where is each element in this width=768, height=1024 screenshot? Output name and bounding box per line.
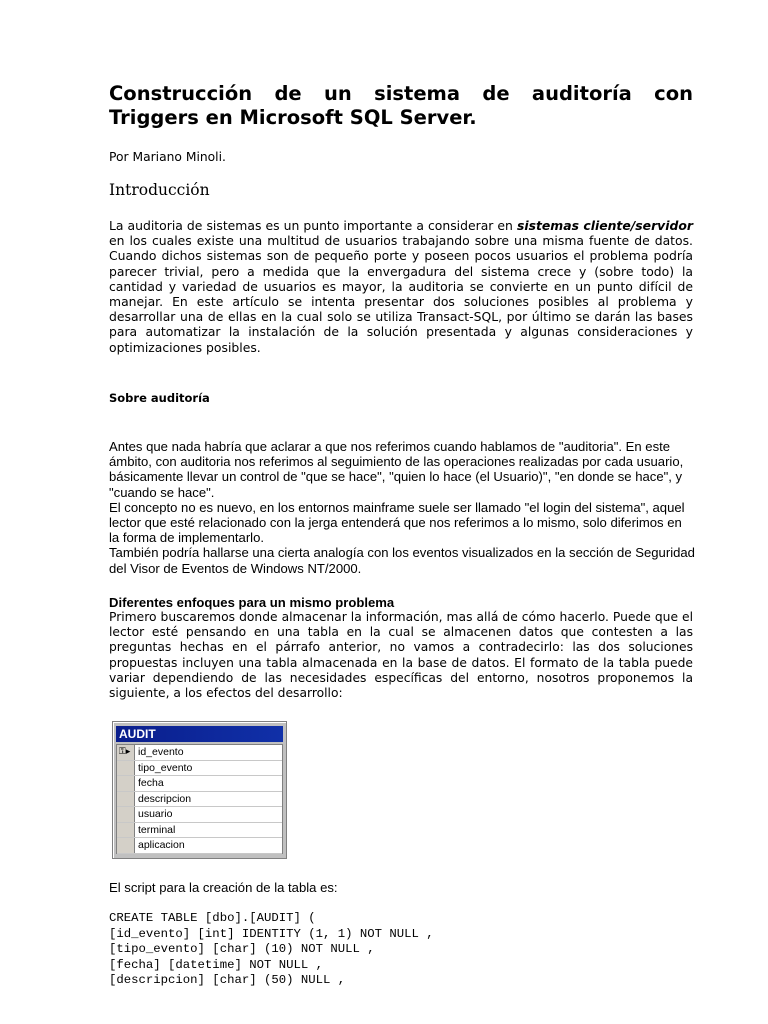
column-row: [117, 807, 282, 823]
column-row: [117, 745, 282, 761]
sobre-line-2: El concepto no es nuevo, en los entornos mainframe suele ser llamado "el login del sistema", aquel lector que esté relacionado con la jerga entenderá que nos referimos a lo mismo, solo diferimos en la forma de implementarlo.: [109, 499, 685, 546]
intro-text-1: La auditoria de sistemas es un punto importante a considerar en: [109, 218, 517, 233]
document-title: Construcción de un sistema de auditoría con Triggers en Microsoft SQL Server.: [109, 82, 693, 129]
enfoques-heading: Diferentes enfoques para un mismo problema: [109, 595, 395, 610]
column-row: [117, 838, 282, 854]
column-row: [117, 792, 282, 808]
sobre-line-1: Antes que nada habría que aclarar a que nos referimos cuando hablamos de "auditoria". En este ámbito, con auditoria nos referimos al seguimiento de las operaciones realizadas por cada usuario, básicamente llevar un control de "que se hace", "quien lo hace (el Usuario)", "en donde se hace", y "cuando se hace".: [109, 439, 684, 500]
author-line: Por Mariano Minoli.: [109, 150, 226, 164]
row-selector: [117, 838, 135, 853]
code-line: [descripcion] [char] (50) NULL ,: [109, 973, 346, 987]
audit-table-columns: [116, 744, 283, 854]
column-name: tipo_evento: [138, 761, 193, 774]
script-intro: El script para la creación de la tabla es:: [109, 880, 338, 895]
code-line: [id_evento] [int] IDENTITY (1, 1) NOT NULL ,: [109, 926, 434, 941]
column-name: descripcion: [138, 792, 192, 805]
code-line: CREATE TABLE [dbo].[AUDIT] (: [109, 911, 316, 925]
column-row: [117, 823, 282, 839]
column-name: fecha: [138, 777, 164, 789]
intro-emphasis: sistemas cliente/servidor: [516, 218, 693, 233]
row-selector: [117, 807, 135, 822]
sobre-paragraph: [109, 439, 695, 576]
audit-table-title: AUDIT: [116, 726, 283, 742]
column-row: [117, 761, 282, 777]
column-name: id_evento: [138, 746, 184, 758]
intro-paragraph: [109, 218, 693, 355]
column-row: [117, 776, 282, 792]
sobre-heading: Sobre auditoría: [109, 391, 210, 405]
sobre-line-3: También podría hallarse una cierta analogía con los eventos visualizados en la sección de Seguridad del Visor de Eventos de Windows NT/2000.: [109, 545, 695, 576]
column-name: usuario: [138, 808, 173, 820]
row-selector: [117, 776, 135, 791]
column-name: terminal: [138, 823, 176, 836]
code-line: [tipo_evento] [char] (10) NOT NULL ,: [109, 942, 375, 956]
row-selector: [117, 792, 135, 807]
enfoques-paragraph: Primero buscaremos donde almacenar la información, mas allá de cómo hacerlo. Puede que el lector esté pensando en una tabla en la cual se almacenen datos que contesten a las preguntas hechas en el párrafo anterior, no vamos a contradecirlo: las dos soluciones propuestas incluyen una tabla almacenada en la base de datos. El formato de la tabla puede variar dependiendo de las necesidades específicas del entorno, nosotros proponemos la siguiente, a los efectos del desarrollo:: [109, 610, 693, 701]
audit-table-diagram: [112, 721, 287, 859]
row-selector: [117, 761, 135, 776]
intro-heading: Introducción: [109, 181, 210, 199]
sql-code-block: [109, 911, 434, 989]
row-selector: [117, 745, 135, 760]
row-selector: [117, 823, 135, 838]
code-line: [fecha] [datetime] NOT NULL ,: [109, 957, 324, 972]
key-icon: ⚿▸: [119, 747, 131, 757]
column-name: aplicacion: [138, 839, 185, 851]
intro-text-2: en los cuales existe una multitud de usuarios trabajando sobre una misma fuente de datos. Cuando dichos sistemas son de pequeño porte y poseen pocos usuarios el problema podría parecer trivial, pero a medida que la envergadura del sistema crece y (sobre todo) la cantidad y variedad de usuarios es mayor, la auditoria se convierte en un punto difícil de manejar. En este artículo se intenta presentar dos soluciones posibles al problema y desarrollar una de ellas en la cual solo se utiliza Transact-SQL, por último se darán las bases para automatizar la instalación de la solución presentada y algunas consideraciones y optimizaciones posibles.: [109, 233, 693, 355]
